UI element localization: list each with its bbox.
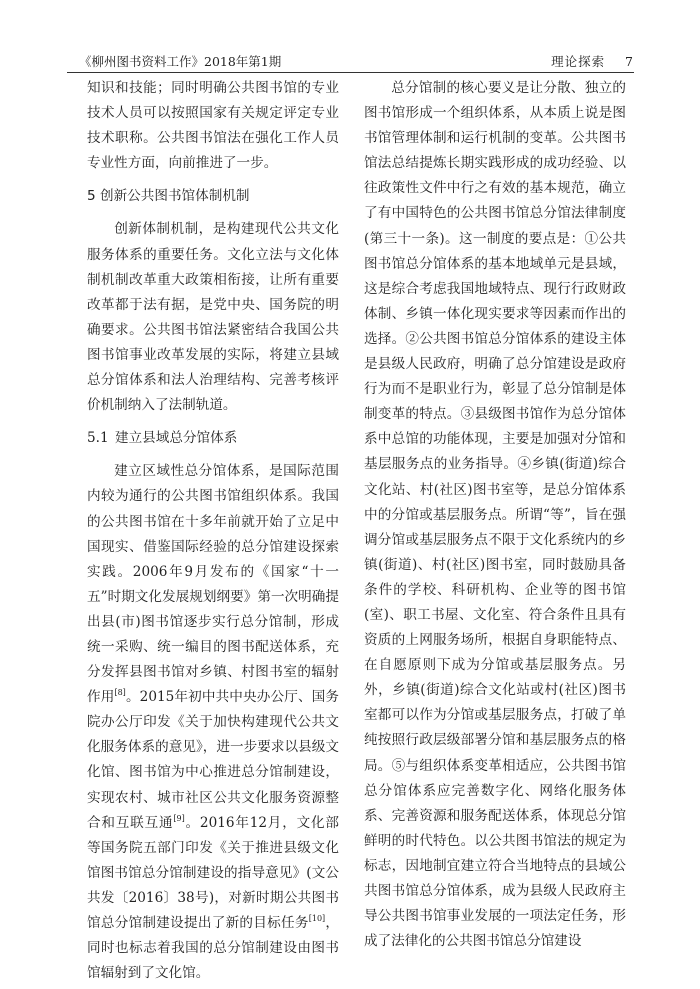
citation-10: [10] (308, 914, 326, 923)
right-column (364, 76, 626, 954)
journal-title: 《柳州图书资料工作》2018年第1期 (79, 54, 282, 69)
subsection-heading-5-1 (87, 426, 339, 451)
subsection-number: 5.1 (87, 430, 109, 447)
text-run: 。2015年初中共中央办公厅、国务院办公厅印发《关于加快构建现代公共文化服务体系的意见》，进一步要求以县级文化馆、图书馆为中心推进总分馆制建设，实现农村、城市社区公共文化服务资源整合和互联互通 (87, 689, 339, 831)
section-heading-5: 5 创新公共图书馆体制机制 (87, 188, 250, 205)
left-column (87, 76, 339, 986)
citation-8: [8] (114, 688, 126, 698)
text-run: ，同时也标志着我国的总分馆制建设由图书馆辐射到了文化馆。 (87, 915, 340, 982)
page-number: 7 (625, 54, 634, 69)
header-right (551, 52, 634, 70)
paragraph-section-5: 创新体制机制，是构建现代公共文化服务体系的重要任务。文化立法与文化体制机制改革重大政策相衔接，让所有重要改革都于法有据，是党中央、国务院的明确要求。公共图书馆法紧密结合我国公共图书馆事业改革发展的实际，将建立县域总分馆体系和法人治理结构、完善考核评价机制纳入了法制轨道。 (87, 221, 339, 414)
subsection-title: 建立县域总分馆体系 (115, 430, 238, 447)
text-run: 。2016年12月，文化部等国务院五部门印发《关于推进县级文化馆图书馆总分馆制建设的指导意见》(文公共发〔2016〕38号)，对新时期公共图书馆总分馆制建设提出了新的目标任务 (87, 814, 339, 931)
running-header (67, 46, 634, 73)
paragraph-continued: 知识和技能；同时明确公共图书馆的专业技术人员可以按照国家有关规定评定专业技术职称。公共图书馆法在强化工作人员专业性方面，向前推进了一步。 (87, 80, 339, 172)
paragraph-5-1 (87, 459, 339, 986)
text-run: 建立区域性总分馆体系，是国际范围内较为通行的公共图书馆组织体系。我国的公共图书馆在十多年前就开始了立足中国现实、借鉴国际经验的总分馆建设探索实践。2006年9月发布的《国家“十一五”时期文化发展规划纲要》第一次明确提出县(市)图书馆逐步实行总分馆制，形成统一采购、统一编目的图书配送体系，充分发挥县图书馆对乡镇、村图书室的辐射作用 (87, 463, 339, 706)
section-name: 理论探索 (551, 54, 606, 69)
citation-9: [9] (173, 813, 185, 823)
paragraph-branch-system: 总分馆制的核心要义是让分散、独立的图书馆形成一个组织体系，从本质上说是图书馆管理体制和运行机制的变革。公共图书馆法总结提炼长期实践形成的成功经验、以往政策性文件中行之有效的基本规范，确立了有中国特色的公共图书馆总分馆法律制度(第三十一条)。这一制度的要点是：①公共图书馆总分馆体系的基本地域单元是县域，这是综合考虑我国地域特点、现行行政财政体制、乡镇一体化现实要求等因素而作出的选择。②公共图书馆总分馆体系的建设主体是县级人民政府，明确了总分馆建设是政府行为而不是职业行为，彰显了总分馆制是体制变革的特点。③县级图书馆作为总分馆体系中总馆的功能体现，主要是加强对分馆和基层服务点的业务指导。④乡镇(街道)综合文化站、村(社区)图书室等，是总分馆体系中的分馆或基层服务点。所谓“等”，旨在强调分馆或基层服务点不限于文化系统内的乡镇(街道)、村(社区)图书室，同时鼓励具备条件的学校、科研机构、企业等的图书馆(室)、职工书屋、文化室、符合条件且具有资质的上网服务场所，根据自身职能特点、在自愿原则下成为分馆或基层服务点。另外，乡镇(街道)综合文化站或村(社区)图书室都可以作为分馆或基层服务点，打破了单纯按照行政层级部署分馆和基层服务点的格局。⑤与组织体系变革相适应，公共图书馆总分馆体系应完善数字化、网络化服务体系、完善资源和服务配送体系，体现总分馆鲜明的时代特色。以公共图书馆法的规定为标志，因地制宜建立符合当地特点的县域公共图书馆总分馆体系，成为县级人民政府主导公共图书馆事业发展的一项法定任务，形成了法律化的公共图书馆总分馆建设 (364, 80, 626, 950)
